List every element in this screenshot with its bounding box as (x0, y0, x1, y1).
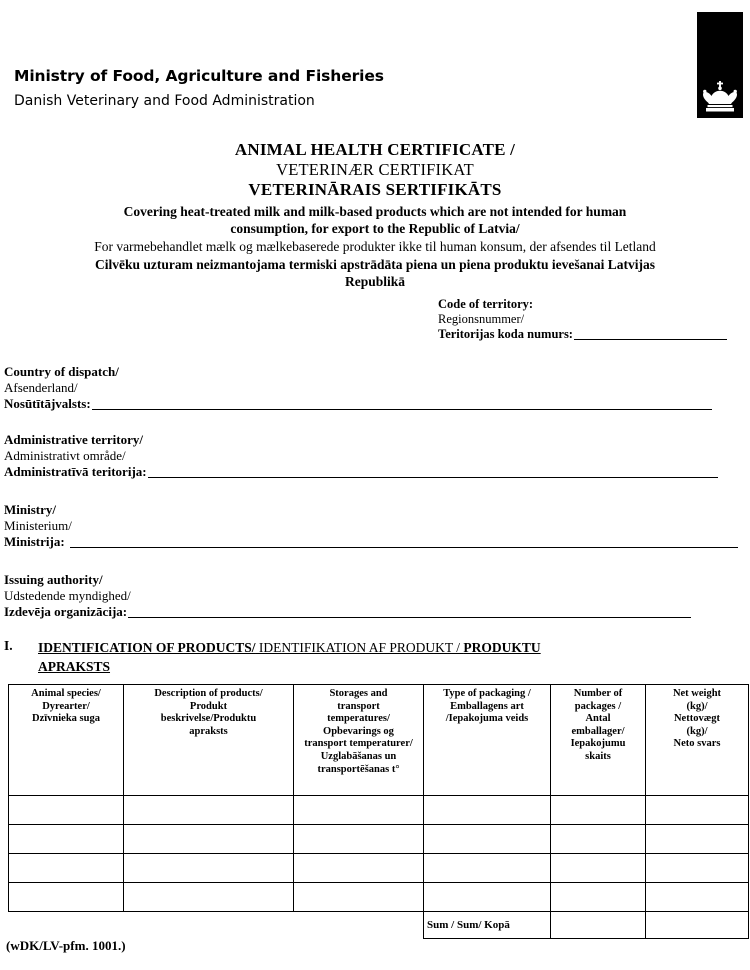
cell-animal-species[interactable] (9, 883, 124, 912)
col-header-line: Antal (585, 713, 611, 725)
ministry-label-en: Ministry/ (4, 502, 56, 517)
col-header-net-weight (646, 685, 749, 796)
col-header-line: Opbevarings og (323, 725, 394, 737)
table-row (9, 825, 749, 854)
covering-text-da: For varmebehandlet mælk og mælkebaserede produkter ikke til human konsum, der afsendes til Letland (94, 239, 656, 254)
issuing-authority-input[interactable] (128, 617, 691, 618)
country-of-dispatch-label-en: Country of dispatch/ (4, 364, 119, 379)
country-of-dispatch-input[interactable] (92, 409, 712, 410)
section-title-en: IDENTIFICATION OF PRODUCTS/ (38, 640, 256, 655)
danish-royal-crown-icon (703, 81, 737, 113)
col-header-type-of-packaging (424, 685, 551, 796)
cell-temperatures[interactable] (294, 883, 424, 912)
ministry-header (14, 66, 474, 111)
covering-text-en-1: Covering heat-treated milk and milk-based products which are not intended for human (123, 204, 627, 219)
cell-description[interactable] (124, 883, 294, 912)
cell-packaging[interactable] (424, 854, 551, 883)
administrative-territory-label-en: Administrative territory/ (4, 432, 143, 447)
table-row (9, 883, 749, 912)
table-sum-row (9, 912, 749, 939)
table-row (9, 796, 749, 825)
cell-packaging[interactable] (424, 883, 551, 912)
col-header-line: Storages and (329, 688, 388, 699)
administrative-territory-label-da: Administrativt område/ (4, 448, 126, 463)
col-header-number-of-packages (551, 685, 646, 796)
cell-temperatures[interactable] (294, 796, 424, 825)
cell-description[interactable] (124, 854, 294, 883)
cell-net-weight[interactable] (646, 825, 749, 854)
cell-animal-species[interactable] (9, 825, 124, 854)
cell-temperatures[interactable] (294, 825, 424, 854)
covering-text-lv-2: Republikā (344, 274, 406, 289)
col-header-line: skaits (585, 750, 611, 762)
danish-state-logo-box (697, 12, 743, 118)
section-number: I. (4, 638, 13, 653)
col-header-line: Description of products/ (154, 688, 263, 699)
field-country-of-dispatch (4, 364, 742, 412)
sum-row-spacer-2 (124, 912, 294, 939)
col-header-line: transport (337, 700, 380, 712)
section-title-lv-2: APRAKSTS (38, 659, 111, 674)
code-of-territory-label-lv: Teritorijas koda numurs: (438, 327, 573, 341)
title-line-da: VETERINÆR CERTIFIKAT (276, 160, 474, 179)
col-header-line: (kg)/ (686, 725, 708, 737)
identification-of-products-table (8, 684, 749, 939)
administrative-territory-input[interactable] (148, 477, 718, 478)
cell-net-weight[interactable] (646, 883, 749, 912)
ministry-label-da: Ministerium/ (4, 518, 72, 533)
cell-packaging[interactable] (424, 825, 551, 854)
cell-description[interactable] (124, 796, 294, 825)
col-header-line: Nettovægt (673, 713, 721, 725)
section-title-da: IDENTIFIKATION AF PRODUKT / (255, 640, 464, 655)
col-header-line: Net weight (672, 688, 722, 699)
col-header-line: Dyrearter/ (42, 700, 90, 712)
cell-packages[interactable] (551, 825, 646, 854)
code-of-territory-input[interactable] (574, 339, 727, 340)
ministry-label-lv: Ministrija: (4, 534, 65, 549)
col-header-description-of-products (124, 685, 294, 796)
col-header-line: Type of packaging / (443, 688, 531, 699)
sum-net-weight-value[interactable] (646, 912, 749, 939)
table-row (9, 854, 749, 883)
covering-text-en-2: consumption, for export to the Republic of Latvia/ (230, 220, 520, 236)
col-header-line: Number of (573, 688, 623, 699)
table-header (9, 685, 749, 796)
issuing-authority-label-en: Issuing authority/ (4, 572, 103, 587)
col-header-line: Emballagens art (450, 700, 524, 712)
code-of-territory-label-en: Code of territory: (438, 297, 534, 311)
sum-row-spacer-1 (9, 912, 124, 939)
cell-net-weight[interactable] (646, 796, 749, 825)
cell-temperatures[interactable] (294, 854, 424, 883)
cell-packages[interactable] (551, 883, 646, 912)
col-header-line: /Iepakojuma veids (445, 713, 529, 725)
field-administrative-territory (4, 432, 742, 480)
country-of-dispatch-label-da: Afsenderland/ (4, 380, 78, 395)
ministry-name: Ministry of Food, Agriculture and Fisheries (14, 67, 384, 85)
col-header-line: Animal species/ (31, 688, 101, 699)
col-header-line: beskrivelse/Produktu (160, 713, 257, 725)
issuing-authority-label-da: Udstedende myndighed/ (4, 588, 131, 603)
code-of-territory-field (438, 297, 727, 342)
col-header-line: Uzglabāšanas un (320, 750, 397, 762)
col-header-line: apraksts (189, 725, 228, 737)
cell-animal-species[interactable] (9, 854, 124, 883)
sum-packages-value[interactable] (551, 912, 646, 939)
cell-packages[interactable] (551, 796, 646, 825)
administrative-territory-label-lv: Administratīvā teritorija: (4, 464, 147, 479)
field-issuing-authority (4, 572, 742, 620)
code-of-territory-label-da: Regionsnummer/ (438, 312, 525, 326)
col-header-line: Iepakojumu (570, 738, 626, 750)
col-header-line: Dzīvnieka suga (32, 713, 100, 725)
ministry-input[interactable] (70, 547, 738, 548)
col-header-line: packages / (574, 700, 622, 712)
table-header-row (9, 685, 749, 796)
cell-animal-species[interactable] (9, 796, 124, 825)
covering-text-lv-1: Cilvēku uzturam neizmantojama termiski apstrādāta piena un piena produktu ievešanai Latvijas (94, 257, 656, 272)
table-body (9, 796, 749, 939)
col-header-line: Produkt (189, 700, 228, 712)
cell-description[interactable] (124, 825, 294, 854)
sum-label: Sum / Sum/ Kopā (424, 912, 551, 939)
cell-net-weight[interactable] (646, 854, 749, 883)
title-line-lv: VETERINĀRAIS SERTIFIKĀTS (248, 180, 502, 199)
sum-row-spacer-3 (294, 912, 424, 939)
section-title (38, 638, 738, 676)
col-header-line: Neto svars (673, 738, 721, 750)
cell-packaging[interactable] (424, 796, 551, 825)
col-header-animal-species (9, 685, 124, 796)
title-line-en: ANIMAL HEALTH CERTIFICATE / (234, 140, 516, 159)
col-header-line: (kg)/ (686, 700, 708, 712)
issuing-authority-label-lv: Izdevēja organizācija: (4, 604, 128, 619)
col-header-line: transportēšanas t° (317, 763, 400, 775)
certificate-title-block (18, 140, 732, 290)
administration-name: Danish Veterinary and Food Administration (14, 93, 315, 109)
document-reference-footer: (wDK/LV-pfm. 1001.) (6, 938, 126, 953)
cell-packages[interactable] (551, 854, 646, 883)
section-title-lv-1: PRODUKTU (463, 640, 541, 655)
field-ministry (4, 502, 742, 550)
col-header-storage-transport-temperatures (294, 685, 424, 796)
col-header-line: emballager/ (571, 725, 625, 737)
col-header-line: temperatures/ (327, 713, 390, 725)
country-of-dispatch-label-lv: Nosūtītājvalsts: (4, 396, 91, 411)
col-header-line: transport temperaturer/ (304, 738, 413, 750)
